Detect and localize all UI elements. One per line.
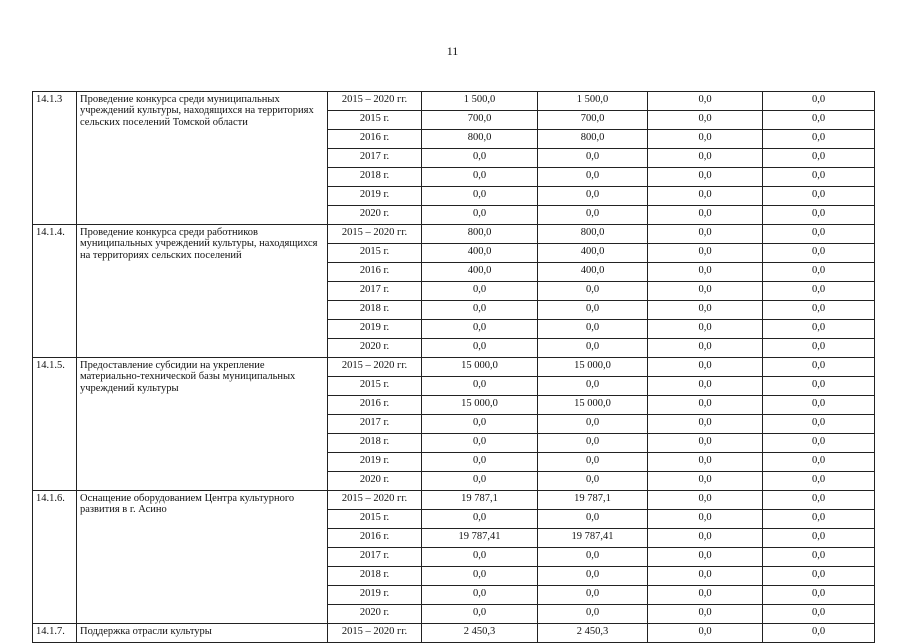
total-cell: 0,0 — [422, 548, 538, 567]
value-cell: 0,0 — [648, 567, 763, 586]
total-cell: 0,0 — [422, 510, 538, 529]
total-cell: 400,0 — [422, 244, 538, 263]
total-cell: 1 500,0 — [422, 92, 538, 111]
period-cell: 2017 г. — [328, 548, 422, 567]
value-cell: 0,0 — [763, 586, 875, 605]
measure-name: Проведение конкурса среди работников муниципальных учреждений культуры, находящихся на территориях сельских поселений — [77, 225, 328, 358]
value-cell: 0,0 — [648, 548, 763, 567]
table-body — [33, 92, 875, 643]
period-cell: 2016 г. — [328, 529, 422, 548]
budget-table — [32, 91, 875, 643]
total-cell: 0,0 — [422, 187, 538, 206]
value-cell: 0,0 — [648, 206, 763, 225]
value-cell: 0,0 — [648, 149, 763, 168]
value-cell: 0,0 — [648, 92, 763, 111]
total-cell: 0,0 — [422, 472, 538, 491]
total-cell: 19 787,41 — [422, 529, 538, 548]
measure-code: 14.1.6. — [33, 491, 77, 624]
value-cell: 0,0 — [763, 320, 875, 339]
value-cell: 0,0 — [538, 168, 648, 187]
measure-name: Проведение конкурса среди муниципальных учреждений культуры, находящихся на территориях сельских поселений Томской области — [77, 92, 328, 225]
value-cell: 0,0 — [763, 415, 875, 434]
value-cell: 0,0 — [763, 282, 875, 301]
total-cell: 15 000,0 — [422, 396, 538, 415]
value-cell: 0,0 — [648, 225, 763, 244]
period-cell: 2016 г. — [328, 263, 422, 282]
value-cell: 0,0 — [648, 282, 763, 301]
period-cell: 2015 г. — [328, 111, 422, 130]
value-cell: 400,0 — [538, 263, 648, 282]
period-cell: 2015 – 2020 гг. — [328, 225, 422, 244]
value-cell: 0,0 — [648, 377, 763, 396]
value-cell: 800,0 — [538, 225, 648, 244]
value-cell: 0,0 — [763, 339, 875, 358]
value-cell: 0,0 — [763, 206, 875, 225]
value-cell: 0,0 — [763, 149, 875, 168]
total-cell: 0,0 — [422, 320, 538, 339]
value-cell: 400,0 — [538, 244, 648, 263]
value-cell: 0,0 — [763, 168, 875, 187]
total-cell: 2 450,3 — [422, 624, 538, 643]
value-cell: 0,0 — [648, 434, 763, 453]
value-cell: 0,0 — [648, 320, 763, 339]
period-cell: 2018 г. — [328, 434, 422, 453]
value-cell: 0,0 — [648, 244, 763, 263]
value-cell: 0,0 — [538, 320, 648, 339]
period-cell: 2015 – 2020 гг. — [328, 624, 422, 643]
value-cell: 0,0 — [538, 282, 648, 301]
value-cell: 0,0 — [538, 206, 648, 225]
total-cell: 0,0 — [422, 434, 538, 453]
value-cell: 0,0 — [538, 339, 648, 358]
value-cell: 0,0 — [763, 434, 875, 453]
value-cell: 0,0 — [648, 415, 763, 434]
value-cell: 0,0 — [763, 548, 875, 567]
total-cell: 0,0 — [422, 586, 538, 605]
value-cell: 0,0 — [763, 301, 875, 320]
total-cell: 0,0 — [422, 453, 538, 472]
period-cell: 2019 г. — [328, 320, 422, 339]
value-cell: 0,0 — [538, 510, 648, 529]
period-cell: 2015 – 2020 гг. — [328, 92, 422, 111]
value-cell: 0,0 — [648, 605, 763, 624]
value-cell: 0,0 — [763, 396, 875, 415]
measure-code: 14.1.7. — [33, 624, 77, 643]
value-cell: 0,0 — [763, 263, 875, 282]
value-cell: 0,0 — [763, 111, 875, 130]
value-cell: 0,0 — [648, 130, 763, 149]
period-cell: 2020 г. — [328, 472, 422, 491]
total-cell: 0,0 — [422, 339, 538, 358]
value-cell: 0,0 — [648, 301, 763, 320]
period-cell: 2015 – 2020 гг. — [328, 491, 422, 510]
period-cell: 2019 г. — [328, 187, 422, 206]
measure-code: 14.1.5. — [33, 358, 77, 491]
value-cell: 0,0 — [648, 339, 763, 358]
value-cell: 0,0 — [763, 472, 875, 491]
value-cell: 0,0 — [763, 225, 875, 244]
value-cell: 0,0 — [538, 377, 648, 396]
period-cell: 2019 г. — [328, 453, 422, 472]
period-cell: 2020 г. — [328, 339, 422, 358]
value-cell: 15 000,0 — [538, 396, 648, 415]
measure-name: Поддержка отрасли культуры — [77, 624, 328, 643]
total-cell: 19 787,1 — [422, 491, 538, 510]
value-cell: 0,0 — [763, 130, 875, 149]
table-row — [33, 491, 875, 510]
value-cell: 19 787,41 — [538, 529, 648, 548]
value-cell: 0,0 — [763, 624, 875, 643]
value-cell: 0,0 — [648, 263, 763, 282]
value-cell: 0,0 — [538, 434, 648, 453]
measure-code: 14.1.4. — [33, 225, 77, 358]
value-cell: 0,0 — [648, 396, 763, 415]
period-cell: 2015 г. — [328, 244, 422, 263]
total-cell: 0,0 — [422, 168, 538, 187]
value-cell: 0,0 — [538, 567, 648, 586]
total-cell: 0,0 — [422, 282, 538, 301]
value-cell: 0,0 — [648, 111, 763, 130]
period-cell: 2015 г. — [328, 510, 422, 529]
value-cell: 0,0 — [763, 605, 875, 624]
period-cell: 2020 г. — [328, 605, 422, 624]
value-cell: 0,0 — [538, 472, 648, 491]
value-cell: 0,0 — [763, 453, 875, 472]
value-cell: 800,0 — [538, 130, 648, 149]
total-cell: 0,0 — [422, 415, 538, 434]
total-cell: 800,0 — [422, 130, 538, 149]
value-cell: 0,0 — [763, 529, 875, 548]
value-cell: 0,0 — [648, 586, 763, 605]
value-cell: 0,0 — [648, 453, 763, 472]
total-cell: 0,0 — [422, 567, 538, 586]
value-cell: 0,0 — [648, 491, 763, 510]
page-number: 11 — [446, 44, 459, 58]
period-cell: 2019 г. — [328, 586, 422, 605]
value-cell: 0,0 — [648, 529, 763, 548]
value-cell: 0,0 — [538, 187, 648, 206]
table-row — [33, 225, 875, 244]
period-cell: 2016 г. — [328, 396, 422, 415]
value-cell: 0,0 — [763, 244, 875, 263]
value-cell: 19 787,1 — [538, 491, 648, 510]
total-cell: 15 000,0 — [422, 358, 538, 377]
total-cell: 0,0 — [422, 377, 538, 396]
total-cell: 0,0 — [422, 149, 538, 168]
measure-name: Оснащение оборудованием Центра культурного развития в г. Асино — [77, 491, 328, 624]
value-cell: 0,0 — [763, 187, 875, 206]
total-cell: 0,0 — [422, 301, 538, 320]
total-cell: 0,0 — [422, 206, 538, 225]
table-row — [33, 92, 875, 111]
period-cell: 2017 г. — [328, 282, 422, 301]
measure-name: Предоставление субсидии на укрепление материально-технической базы муниципальных учреждений культуры — [77, 358, 328, 491]
measure-code: 14.1.3 — [33, 92, 77, 225]
value-cell: 0,0 — [763, 510, 875, 529]
value-cell: 0,0 — [538, 586, 648, 605]
period-cell: 2020 г. — [328, 206, 422, 225]
period-cell: 2017 г. — [328, 415, 422, 434]
period-cell: 2018 г. — [328, 301, 422, 320]
total-cell: 400,0 — [422, 263, 538, 282]
value-cell: 0,0 — [763, 358, 875, 377]
total-cell: 0,0 — [422, 605, 538, 624]
value-cell: 0,0 — [538, 415, 648, 434]
value-cell: 0,0 — [648, 472, 763, 491]
value-cell: 0,0 — [538, 605, 648, 624]
value-cell: 0,0 — [648, 358, 763, 377]
value-cell: 0,0 — [648, 168, 763, 187]
value-cell: 0,0 — [538, 548, 648, 567]
total-cell: 800,0 — [422, 225, 538, 244]
value-cell: 0,0 — [648, 624, 763, 643]
value-cell: 0,0 — [538, 301, 648, 320]
period-cell: 2016 г. — [328, 130, 422, 149]
value-cell: 0,0 — [763, 92, 875, 111]
value-cell: 0,0 — [763, 491, 875, 510]
period-cell: 2018 г. — [328, 168, 422, 187]
total-cell: 700,0 — [422, 111, 538, 130]
period-cell: 2015 – 2020 гг. — [328, 358, 422, 377]
value-cell: 15 000,0 — [538, 358, 648, 377]
value-cell: 0,0 — [538, 453, 648, 472]
period-cell: 2017 г. — [328, 149, 422, 168]
value-cell: 700,0 — [538, 111, 648, 130]
value-cell: 0,0 — [648, 187, 763, 206]
value-cell: 0,0 — [763, 567, 875, 586]
period-cell: 2015 г. — [328, 377, 422, 396]
value-cell: 0,0 — [763, 377, 875, 396]
value-cell: 2 450,3 — [538, 624, 648, 643]
table-row — [33, 358, 875, 377]
value-cell: 0,0 — [648, 510, 763, 529]
value-cell: 1 500,0 — [538, 92, 648, 111]
value-cell: 0,0 — [538, 149, 648, 168]
period-cell: 2018 г. — [328, 567, 422, 586]
